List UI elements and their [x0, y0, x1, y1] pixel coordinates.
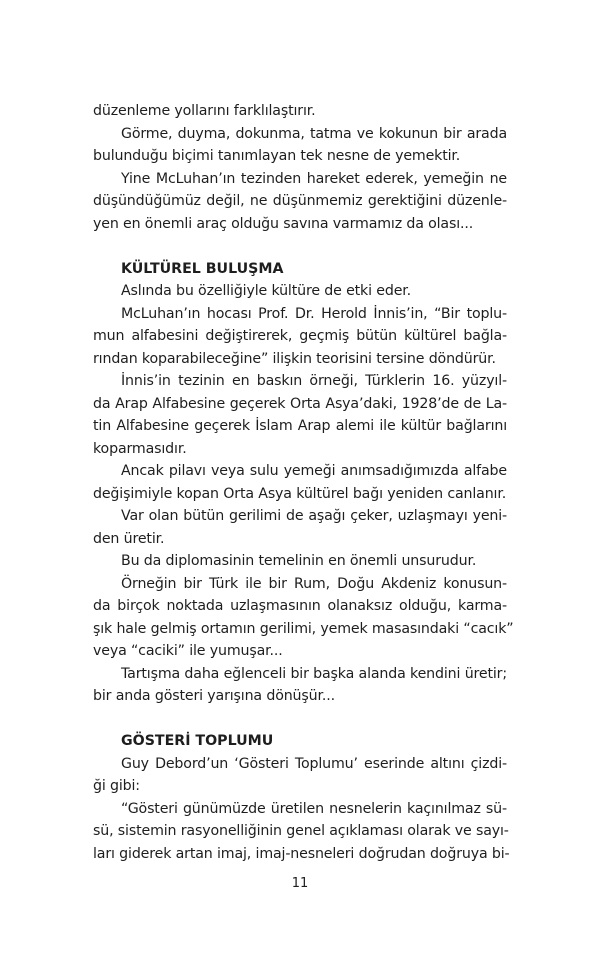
text-line: şık hale gelmiş ortamın gerilimi, yemek masasındaki “cacık”	[93, 620, 514, 637]
text-line: da birçok noktada uzlaşmasının olanaksız olduğu, karma-	[93, 598, 507, 614]
text-line: Guy Debord’un ‘Gösteri Toplumu’ eserinde altını çizdi-	[121, 755, 507, 772]
text-line: Var olan bütün gerilimi de aşağı çeker, uzlaşmayı yeni-	[121, 508, 507, 524]
text-line: Tartışma daha eğlenceli bir başka alanda kendini üretir;	[121, 665, 507, 682]
text-line: düşündüğümüz değil, ne düşünmemiz gerektiğini düzenle-	[93, 193, 507, 209]
text-line: Aslında bu özelliğiyle kültüre de etki eder.	[121, 283, 412, 299]
section-heading: GÖSTERİ TOPLUMU	[121, 733, 274, 749]
text-line: Yine McLuhan’ın tezinden hareket ederek, yemeğin ne	[121, 170, 507, 187]
page-number: 11	[291, 876, 309, 891]
text-line: Ancak pilavı veya sulu yemeği anımsadığımızda alfabe	[121, 463, 507, 479]
text-line: da Arap Alfabesine geçerek Orta Asya’daki, 1928’de de La-	[93, 395, 507, 412]
section-heading: KÜLTÜREL BULUŞMA	[121, 260, 284, 277]
text-line: yen en önemli araç olduğu savına varmamız da olası...	[93, 215, 474, 232]
text-line: veya “caciki” ile yumuşar...	[93, 643, 283, 659]
text-line: “Gösteri günümüzde üretilen nesnelerin kaçınılmaz sü-	[121, 800, 507, 817]
text-line: bir anda gösteri yarışına dönüşür...	[93, 688, 335, 704]
text-line: bulunduğu biçimi tanımlayan tek nesne de yemektir.	[93, 148, 461, 164]
text-line: rından koparabileceğine” ilişkin teorisini tersine döndürür.	[93, 350, 496, 367]
text-line: McLuhan’ın hocası Prof. Dr. Herold İnnis’in, “Bir toplu-	[121, 305, 507, 322]
section-spacer	[93, 708, 507, 731]
text-line: ları giderek artan imaj, imaj-nesneleri doğrudan doğruya bi-	[93, 845, 510, 862]
text-line: İnnis’in tezinin en baskın örneği, Türklerin 16. yüzyıl-	[121, 373, 507, 389]
text-line: değişimiyle kopan Orta Asya kültürel bağı yeniden canlanır.	[93, 485, 507, 502]
text-line: düzenleme yollarını farklılaştırır.	[93, 103, 316, 119]
text-line: koparmasıdır.	[93, 440, 187, 457]
text-line: Örneğin bir Türk ile bir Rum, Doğu Akdeniz konusun-	[121, 575, 507, 592]
text-line: den üretir.	[93, 530, 165, 547]
text-line: tin Alfabesine geçerek İslam Arap alemi ile kültür bağlarını	[93, 418, 507, 434]
text-line: sü, sistemin rasyonelliğinin genel açıklaması olarak ve sayı-	[93, 823, 509, 839]
text-line: Bu da diplomasinin temelinin en önemli unsurudur.	[121, 553, 477, 569]
section-spacer	[93, 235, 507, 258]
page-body	[93, 100, 514, 865]
text-line: Görme, duyma, dokunma, tatma ve kokunun bir arada	[121, 125, 507, 142]
text-line: ği gibi:	[93, 778, 140, 794]
text-line: mun alfabesini değiştirerek, geçmiş bütün kültürel bağla-	[93, 328, 507, 344]
